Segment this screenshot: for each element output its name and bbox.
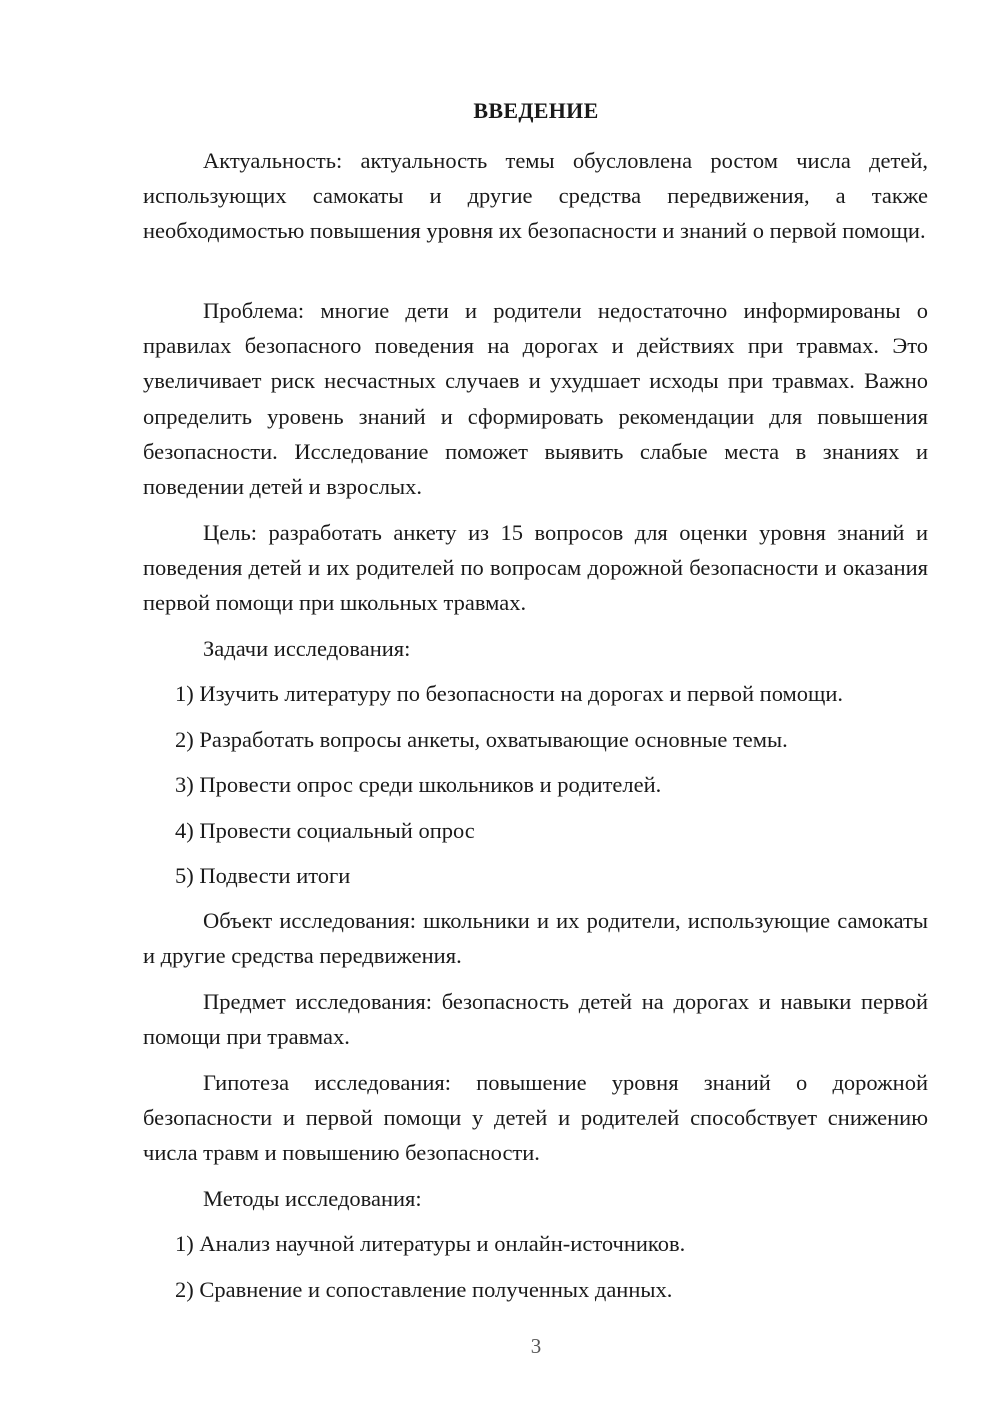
- tasks-heading: Задачи исследования:: [203, 636, 411, 661]
- task-item-1: 1) Изучить литературу по безопасности на дорогах и первой помощи.: [175, 681, 844, 706]
- method-item-2: 2) Сравнение и сопоставление полученных данных.: [175, 1277, 673, 1302]
- methods-heading: Методы исследования:: [203, 1186, 422, 1211]
- paragraph-problem: Проблема: многие дети и родители недостаточно информированы о правилах безопасного поведения на дорогах и действиях при травмах. Это увеличивает риск несчастных случаев и ухудшает исходы при травмах. Важно определить уровень знаний и сформировать рекомендации для повышения безопасности. Исследование поможет выявить слабые места в знаниях и поведении детей и взрослых.: [143, 298, 928, 500]
- task-item-2: 2) Разработать вопросы анкеты, охватывающие основные темы.: [175, 727, 788, 752]
- paragraph-object: Объект исследования: школьники и их родители, использующие самокаты и другие средства передвижения.: [143, 908, 928, 969]
- task-item-5: 5) Подвести итоги: [175, 863, 351, 888]
- method-item-1: 1) Анализ научной литературы и онлайн-источников.: [175, 1231, 686, 1256]
- paragraph-relevance: Актуальность: актуальность темы обусловлена ростом числа детей, использующих самокаты и другие средства передвижения, а также необходимостью повышения уровня их безопасности и знаний о первой помощи.: [143, 148, 928, 244]
- task-item-4: 4) Провести социальный опрос: [175, 818, 475, 843]
- page-title: ВВЕДЕНИЕ: [473, 98, 599, 123]
- paragraph-hypothesis: Гипотеза исследования: повышение уровня знаний о дорожной безопасности и первой помощи у детей и родителей способствует снижению числа травм и повышению безопасности.: [143, 1070, 928, 1166]
- paragraph-goal: Цель: разработать анкету из 15 вопросов для оценки уровня знаний и поведения детей и их родителей по вопросам дорожной безопасности и оказания первой помощи при школьных травмах.: [143, 520, 928, 616]
- page-number: 3: [530, 1334, 542, 1358]
- task-item-3: 3) Провести опрос среди школьников и родителей.: [175, 772, 662, 797]
- paragraph-subject: Предмет исследования: безопасность детей на дорогах и навыки первой помощи при травмах.: [143, 989, 928, 1050]
